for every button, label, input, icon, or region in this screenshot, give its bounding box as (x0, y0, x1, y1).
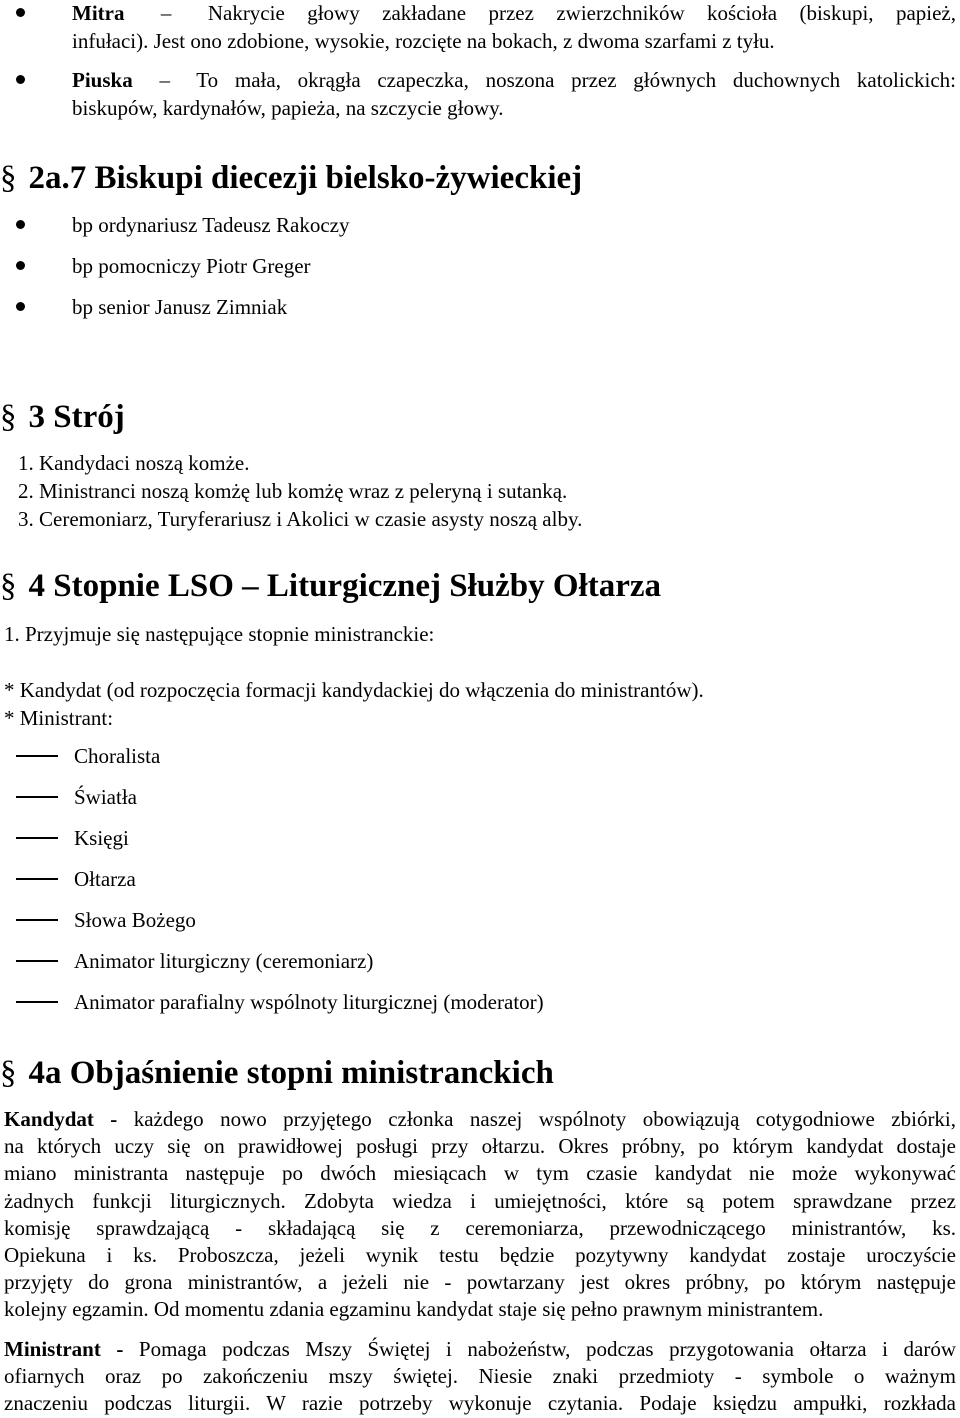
paragraph-line: ofiarnych oraz po zakończeniu mszy świętej. Niesie znaki przedmioty - symbole o ważnym (4, 1364, 956, 1389)
paragraph-line: kolejny egzamin. Od momentu zdania egzaminu kandydat staje się pełno prawnym ministrantem. (4, 1297, 824, 1322)
degree-item: Światła (74, 785, 137, 809)
kandydat-degree: * Kandydat (od rozpoczęcia formacji kandydackiej do włączenia do ministrantów). (4, 678, 704, 702)
section-3-title: 3 Strój (28, 399, 125, 435)
paragraph-line: komisję sprawdzającą - składającą się z ceremoniarza, przewodniczącego ministrantów, ks. (4, 1215, 956, 1240)
piuska-desc-line2: biskupów, kardynałów, papieża, na szczycie głowy. (72, 96, 504, 120)
term-mitra: Mitra (72, 1, 125, 25)
list-item-mitra (72, 0, 956, 26)
section-sign: § (0, 568, 17, 604)
attire-item: 2. Ministranci noszą komżę lub komżę wraz z peleryną i sutanką. (18, 479, 568, 503)
dash-bullet (16, 1001, 58, 1003)
bishop-item: bp senior Janusz Zimniak (72, 295, 288, 319)
term-piuska: Piuska (72, 68, 133, 92)
section-2a-heading (0, 158, 582, 198)
kandydat-paragraph (4, 1106, 956, 1324)
section-4-title: 4 Stopnie LSO – Liturgicznej Służby Ołtarza (28, 568, 662, 604)
paragraph-line: znaczeniu podczas liturgii. W razie potrzeby wykonuje czytania. Podaje księdzu ampułki, rozkłada (4, 1391, 956, 1416)
section-4a-heading (0, 1053, 554, 1093)
degree-item: Ołtarza (74, 867, 136, 891)
paragraph-line: żadnych funkcji liturgicznych. Zdobyta wiedza i umiejętności, które są potem sprawdzane przez (4, 1188, 956, 1213)
list-item-piuska (72, 67, 956, 93)
attire-item: 3. Ceremoniarz, Turyferariusz i Akolici w czasie asysty noszą alby. (18, 507, 583, 531)
mitra-desc-line2: infułaci). Jest ono zdobione, wysokie, rozcięte na bokach, z dwoma szarfami z tyłu. (72, 29, 775, 53)
degree-item: Animator parafialny wspólnoty liturgicznej (moderator) (74, 990, 544, 1014)
mitra-desc-line1: Nakrycie głowy zakładane przez zwierzchników kościoła (biskupi, papież, (207, 1, 956, 25)
ministrant-degree: * Ministrant: (4, 706, 114, 730)
degree-item: Choralista (74, 744, 161, 768)
bullet-dot (16, 302, 25, 311)
paragraph-line: Opiekuna i ks. Proboszcza, jeżeli wynik testu będzie pozytywny kandydat zostaje uroczyście (4, 1243, 956, 1268)
paragraph-line: miano ministranta następuje po dwóch miesiącach w tym czasie kandydat nie może wykonywać (4, 1161, 956, 1186)
bishop-item: bp pomocniczy Piotr Greger (72, 254, 311, 278)
term-separator: – (159, 68, 170, 92)
bullet-dot (16, 8, 25, 17)
section-2a-title: 2a.7 Biskupi diecezji bielsko-żywieckiej (28, 160, 583, 196)
ministrant-term: Ministrant - (4, 1337, 124, 1361)
section-4-heading (0, 566, 661, 606)
ministrant-paragraph (4, 1336, 956, 1418)
dash-bullet (16, 796, 58, 798)
dash-bullet (16, 919, 58, 921)
dash-bullet (16, 878, 58, 880)
section-3-heading (0, 397, 125, 437)
kandydat-term: Kandydat - (4, 1107, 118, 1131)
paragraph-line (4, 1336, 956, 1363)
degree-item: Księgi (74, 826, 129, 850)
term-separator: – (160, 1, 172, 25)
bullet-dot (16, 261, 25, 270)
paragraph-line: na których uczy się on prawidłowej posługi przy ołtarzu. Okres próbny, po którym kandydat dostaje (4, 1134, 956, 1159)
attire-item: 1. Kandydaci noszą komże. (18, 451, 250, 475)
paragraph-text: Pomaga podczas Mszy Świętej i nabożeństw, podczas przygotowania ołtarza i darów (138, 1337, 957, 1361)
section-sign: § (0, 1055, 17, 1091)
section-sign: § (0, 160, 17, 196)
paragraph-line (4, 1106, 956, 1133)
degrees-intro: 1. Przyjmuje się następujące stopnie ministranckie: (4, 622, 435, 646)
section-sign: § (0, 399, 17, 435)
degree-item: Animator liturgiczny (ceremoniarz) (74, 949, 374, 973)
paragraph-text: każdego nowo przyjętego członka naszej wspólnoty obowiązują cotygodniowe zbiórki, (133, 1107, 957, 1131)
degree-item: Słowa Bożego (74, 908, 196, 932)
paragraph-line: przyjęty do grona ministrantów, a jeżeli nie - powtarzany jest okres próbny, po którym następuje (4, 1270, 956, 1295)
piuska-desc-line1: To mała, okrągła czapeczka, noszona przez głównych duchownych katolickich: (196, 68, 957, 92)
dash-bullet (16, 960, 58, 962)
section-4a-title: 4a Objaśnienie stopni ministranckich (28, 1055, 554, 1091)
bullet-dot (16, 75, 25, 84)
bullet-dot (16, 220, 25, 229)
bishop-item: bp ordynariusz Tadeusz Rakoczy (72, 213, 350, 237)
dash-bullet (16, 755, 58, 757)
dash-bullet (16, 837, 58, 839)
